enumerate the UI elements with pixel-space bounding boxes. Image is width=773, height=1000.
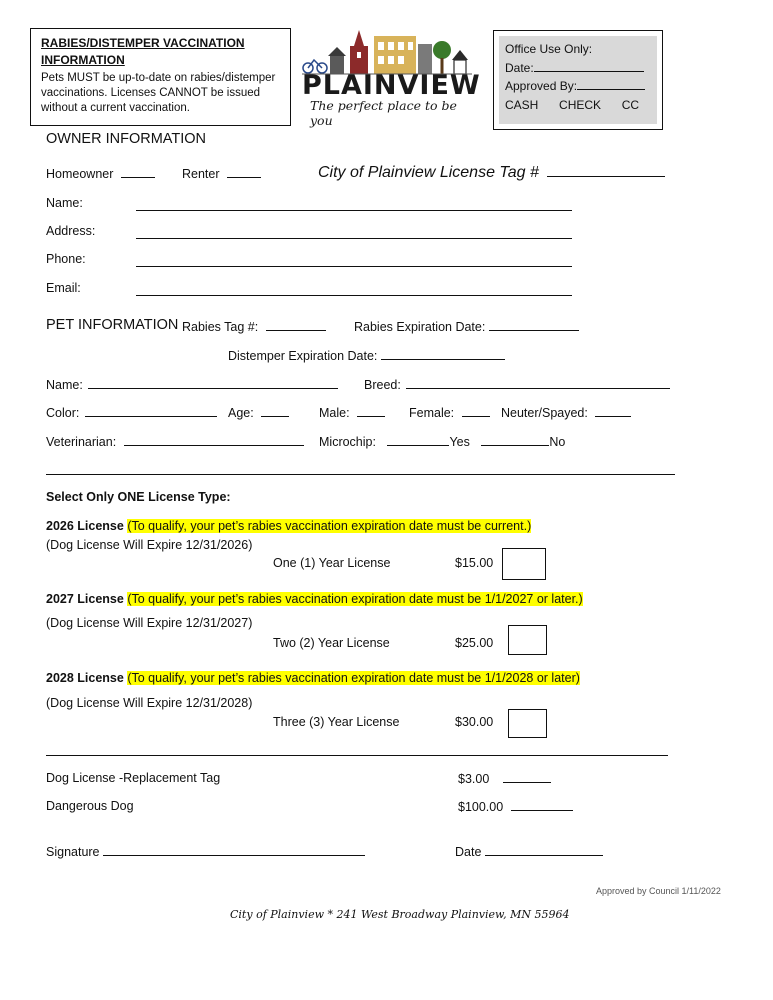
approved-note: Approved by Council 1/11/2022 bbox=[596, 886, 721, 896]
pet-section-heading: PET INFORMATION bbox=[46, 317, 179, 333]
license-2026-title-row bbox=[46, 519, 531, 533]
office-payment-row bbox=[505, 96, 651, 115]
date-row bbox=[455, 844, 603, 859]
dangerous-dog-field[interactable] bbox=[511, 799, 573, 811]
dangerous-dog-price: $100.00 bbox=[458, 800, 504, 814]
color-field[interactable] bbox=[85, 405, 217, 417]
license-2026-term: One (1) Year License bbox=[273, 556, 391, 570]
age-label: Age: bbox=[228, 406, 254, 420]
homeowner-row bbox=[46, 166, 155, 181]
rabies-tag-label: Rabies Tag #: bbox=[182, 320, 259, 334]
license-2027-term: Two (2) Year License bbox=[273, 636, 390, 650]
payment-cc: CC bbox=[621, 97, 640, 112]
rabies-exp-row bbox=[354, 319, 579, 334]
signature-label: Signature bbox=[46, 845, 100, 859]
female-label: Female: bbox=[409, 406, 455, 420]
license-2027-year: 2027 License bbox=[46, 592, 124, 606]
payment-check: CHECK bbox=[559, 97, 602, 112]
replacement-tag-field[interactable] bbox=[503, 771, 551, 783]
license-type-heading: Select Only ONE License Type: bbox=[46, 490, 231, 504]
rabies-exp-label: Rabies Expiration Date: bbox=[354, 320, 486, 334]
homeowner-field[interactable] bbox=[121, 166, 155, 178]
microchip-yes-field[interactable] bbox=[387, 434, 449, 446]
owner-section-heading: OWNER INFORMATION bbox=[46, 131, 207, 147]
breed-label: Breed: bbox=[364, 378, 401, 392]
microchip-yes-label: Yes bbox=[449, 435, 470, 449]
homeowner-label: Homeowner bbox=[46, 167, 114, 181]
neutered-label: Neuter/Spayed: bbox=[501, 406, 588, 420]
office-approved-label: Approved By: bbox=[505, 79, 578, 93]
dangerous-dog-label: Dangerous Dog bbox=[46, 799, 134, 813]
microchip-row bbox=[319, 434, 565, 449]
replacement-tag-row bbox=[458, 771, 551, 786]
vaccination-info-box bbox=[30, 28, 291, 126]
license-2028-title-row bbox=[46, 671, 580, 685]
license-2027-title-row bbox=[46, 592, 583, 606]
section-divider bbox=[46, 474, 675, 475]
vet-row bbox=[46, 434, 304, 449]
date-field[interactable] bbox=[485, 844, 603, 856]
female-row bbox=[409, 405, 490, 420]
logo-wordmark: PLAINVIEW bbox=[302, 70, 481, 101]
replacement-tag-price: $3.00 bbox=[458, 772, 490, 786]
distemper-exp-row bbox=[228, 348, 505, 363]
office-approved-row bbox=[505, 77, 651, 96]
renter-label: Renter bbox=[182, 167, 220, 181]
license-2027-checkbox[interactable] bbox=[508, 625, 547, 655]
rabies-exp-field[interactable] bbox=[489, 319, 579, 331]
dangerous-dog-row bbox=[458, 799, 573, 814]
signature-row bbox=[46, 844, 365, 859]
renter-field[interactable] bbox=[227, 166, 261, 178]
male-field[interactable] bbox=[357, 405, 385, 417]
owner-email-field[interactable] bbox=[136, 295, 572, 296]
signature-field[interactable] bbox=[103, 844, 365, 856]
microchip-no-field[interactable] bbox=[481, 434, 549, 446]
owner-address-field[interactable] bbox=[136, 238, 572, 239]
license-2026-year: 2026 License bbox=[46, 519, 124, 533]
male-row bbox=[319, 405, 385, 420]
office-approved-field[interactable] bbox=[577, 78, 645, 90]
town-skyline-icon bbox=[302, 28, 472, 76]
office-date-label: Date: bbox=[505, 60, 534, 75]
renter-row bbox=[182, 166, 261, 181]
female-field[interactable] bbox=[462, 405, 490, 417]
license-2027-expire: (Dog License Will Expire 12/31/2027) bbox=[46, 616, 253, 630]
owner-name-field[interactable] bbox=[136, 210, 572, 211]
date-label: Date bbox=[455, 845, 482, 859]
license-2026-note: (To qualify, your pet’s rabies vaccination expiration date must be current.) bbox=[127, 519, 532, 533]
distemper-exp-field[interactable] bbox=[381, 348, 505, 360]
payment-cash: CASH bbox=[505, 97, 539, 112]
license-2028-note: (To qualify, your pet’s rabies vaccination expiration date must be 1/1/2028 or later) bbox=[127, 671, 580, 685]
office-date-field[interactable] bbox=[534, 60, 644, 72]
microchip-no-label: No bbox=[549, 435, 566, 449]
male-label: Male: bbox=[319, 406, 350, 420]
breed-field[interactable] bbox=[406, 377, 670, 389]
vaccination-info-text: Pets MUST be up-to-date on rabies/distemper vaccinations. Licenses CANNOT be issued without a current vaccination. bbox=[41, 72, 276, 114]
owner-address-label: Address: bbox=[46, 224, 96, 238]
license-tag-label: City of Plainview License Tag # bbox=[318, 164, 539, 181]
owner-email-label: Email: bbox=[46, 281, 81, 295]
plainview-logo bbox=[302, 28, 481, 128]
distemper-exp-label: Distemper Expiration Date: bbox=[228, 349, 378, 363]
logo-tagline: The perfect place to be you bbox=[310, 98, 457, 128]
owner-phone-label: Phone: bbox=[46, 252, 86, 266]
license-divider bbox=[46, 755, 668, 756]
age-field[interactable] bbox=[261, 405, 289, 417]
pet-name-row bbox=[46, 377, 338, 392]
vaccination-info-title: RABIES/DISTEMPER VACCINATION INFORMATION bbox=[41, 36, 245, 67]
vet-field[interactable] bbox=[124, 434, 304, 446]
license-2026-price: $15.00 bbox=[455, 556, 494, 570]
owner-name-label: Name: bbox=[46, 196, 83, 210]
footer-address: City of Plainview * 241 West Broadway Plainview, MN 55964 bbox=[230, 908, 570, 921]
rabies-tag-field[interactable] bbox=[266, 319, 326, 331]
neutered-row bbox=[501, 405, 631, 420]
license-2027-note: (To qualify, your pet’s rabies vaccination expiration date must be 1/1/2027 or later.) bbox=[127, 592, 583, 606]
age-row bbox=[228, 405, 289, 420]
license-2027-price: $25.00 bbox=[455, 636, 494, 650]
license-2028-expire: (Dog License Will Expire 12/31/2028) bbox=[46, 696, 253, 710]
license-2026-checkbox[interactable] bbox=[502, 548, 546, 580]
microchip-label: Microchip: bbox=[319, 435, 376, 449]
license-2028-checkbox[interactable] bbox=[508, 709, 547, 738]
license-2028-term: Three (3) Year License bbox=[273, 715, 400, 729]
color-row bbox=[46, 405, 217, 420]
license-2028-price: $30.00 bbox=[455, 715, 494, 729]
pet-name-field[interactable] bbox=[88, 377, 338, 389]
rabies-tag-row bbox=[182, 319, 326, 334]
color-label: Color: bbox=[46, 406, 80, 420]
office-use-title: Office Use Only: bbox=[505, 42, 593, 56]
license-tag-row bbox=[318, 162, 665, 182]
license-tag-field[interactable] bbox=[547, 162, 665, 177]
office-date-row bbox=[505, 59, 651, 78]
vet-label: Veterinarian: bbox=[46, 435, 117, 449]
office-use-box bbox=[493, 30, 663, 130]
license-2028-year: 2028 License bbox=[46, 671, 124, 685]
license-2026-expire: (Dog License Will Expire 12/31/2026) bbox=[46, 538, 253, 552]
breed-row bbox=[364, 377, 670, 392]
owner-phone-field[interactable] bbox=[136, 266, 572, 267]
neutered-field[interactable] bbox=[595, 405, 631, 417]
pet-name-label: Name: bbox=[46, 378, 83, 392]
replacement-tag-label: Dog License -Replacement Tag bbox=[46, 771, 221, 785]
